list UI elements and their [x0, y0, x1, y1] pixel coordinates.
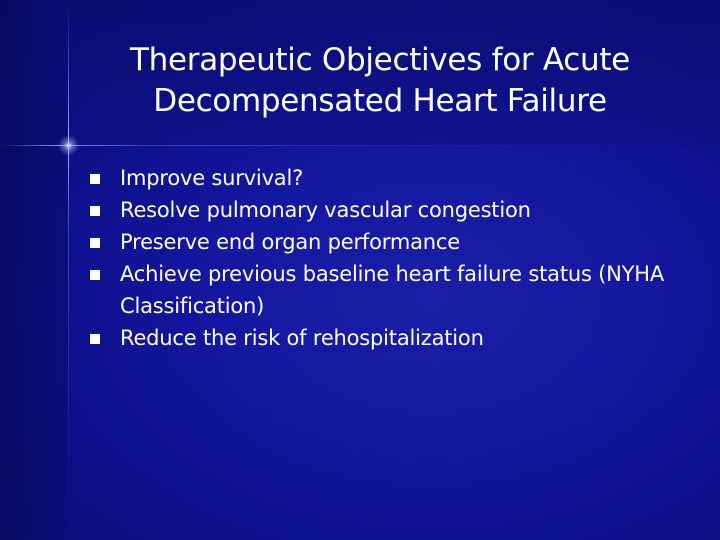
bullet-text: Reduce the risk of rehospitalization: [120, 326, 484, 350]
square-bullet-icon: [90, 238, 100, 248]
bullet-item: [86, 194, 686, 226]
square-bullet-icon: [90, 174, 100, 184]
bullet-item: [86, 162, 686, 194]
title-line-1: Therapeutic Objectives for Acute: [130, 42, 630, 78]
left-band: [0, 0, 68, 540]
slide-title: [110, 40, 650, 122]
title-line-2: Decompensated Heart Failure: [153, 83, 607, 119]
sparkle-icon: [58, 135, 79, 156]
bullet-text: Resolve pulmonary vascular congestion: [120, 198, 531, 222]
square-bullet-icon: [90, 206, 100, 216]
bullet-text: Improve survival?: [120, 166, 304, 190]
square-bullet-icon: [90, 270, 100, 280]
bullet-list: [86, 162, 686, 354]
horizontal-accent-line: [0, 145, 720, 146]
bullet-item: [86, 258, 686, 322]
bullet-text: Preserve end organ performance: [120, 230, 460, 254]
vertical-accent-line: [68, 0, 69, 540]
square-bullet-icon: [90, 334, 100, 344]
bullet-text: Achieve previous baseline heart failure status (NYHA Classification): [120, 262, 665, 318]
bullet-item: [86, 322, 686, 354]
bullet-item: [86, 226, 686, 258]
